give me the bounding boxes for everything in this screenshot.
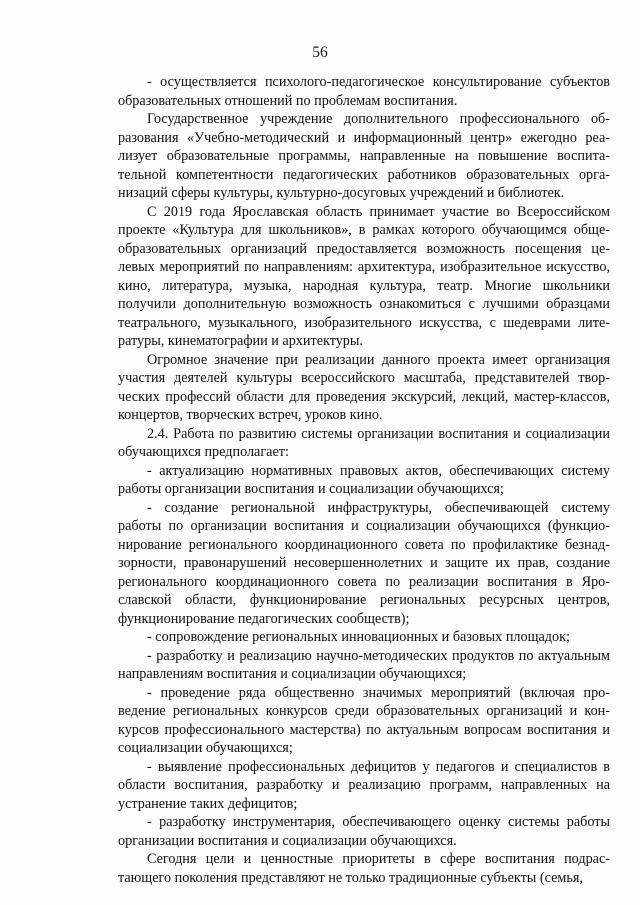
list-item-innovation-sites: - сопровождение региональных инновационных и базовых площадок; (147, 629, 570, 645)
list-item-methodical-products: - разработку и реализацию научно-методических продуктов по актуальным направлениям воспитания и социализации обучающихся; (118, 647, 610, 682)
paragraph-project-significance: Огромное значение при реализации данного проекта имеет организация участия деятелей культуры всероссийского масштаба, представителей творческих профессий области для проведения экскурсий, лекций, мастер-классов, концертов, творческих встреч, уроков кино. (118, 351, 610, 423)
paragraph-culture-project: С 2019 года Ярославская область принимает участие во Всероссийском проекте «Культура для школьников», в рамках которого обучающимся общеобразовательных организаций предоставляется возможность посещения целевых мероприятий по направлениям: архитектура, изобразительное искусство, кино, литература, музыка, народная культура, театр. Многие школьники получили дополнительную возможность ознакомиться с лучшими образцами театрального, музыкального, изобразительного искусства, с шедеврами литературы, кинематографии и архитектуры. (118, 203, 610, 349)
list-item-legal-acts: - актуализацию нормативных правовых актов, обеспечивающих систему работы организации воспитания и социализации обучающихся; (118, 462, 610, 497)
list-item-public-events: - проведение ряда общественно значимых мероприятий (включая проведение региональных конкурсов среди образовательных организаций и конкурсов профессионального мастерства) по актуальным вопросам воспитания и социализации обучающихся; (118, 684, 610, 756)
document-body (118, 73, 610, 887)
paragraph-current-priorities: Сегодня цели и ценностные приоритеты в сфере воспитания подрастающего поколения представляют не только традиционные субъекты (семья, (118, 851, 610, 886)
list-item-professional-deficits: - выявление профессиональных дефицитов у педагогов и специалистов в области воспитания, разработку и реализацию программ, направленных на устранение таких дефицитов; (118, 758, 610, 812)
paragraph-training-center: Государственное учреждение дополнительного профессионального образования «Учебно-методический и информационный центр» ежегодно реализует образовательные программы, направленные на повышение воспитательной компетентности педагогических работников образовательных организаций сферы культуры, культурно-досуговых учреждений и библиотек. (118, 111, 610, 201)
list-item-assessment-tools: - разработку инструментария, обеспечивающего оценку системы работы организации воспитания и социализации обучающихся. (118, 814, 610, 849)
list-item-infrastructure: - создание региональной инфраструктуры, обеспечивающей систему работы по организации воспитания и социализации обучающихся (функционирование регионального координационного совета по профилактике безнадзорности, правонарушений несовершеннолетних и защите их прав, создание регионального координационного совета по реализации воспитания в Ярославской области, функционирование региональных ресурсных центров, функционирование педагогических сообществ); (118, 499, 610, 627)
page-number: 56 (312, 44, 328, 61)
paragraph-section-2-4: 2.4. Работа по развитию системы организации воспитания и социализации обучающихся предполагает: (118, 425, 610, 460)
paragraph-counseling: - осуществляется психолого-педагогическое консультирование субъектов образовательных отношений по проблемам воспитания. (118, 74, 610, 109)
